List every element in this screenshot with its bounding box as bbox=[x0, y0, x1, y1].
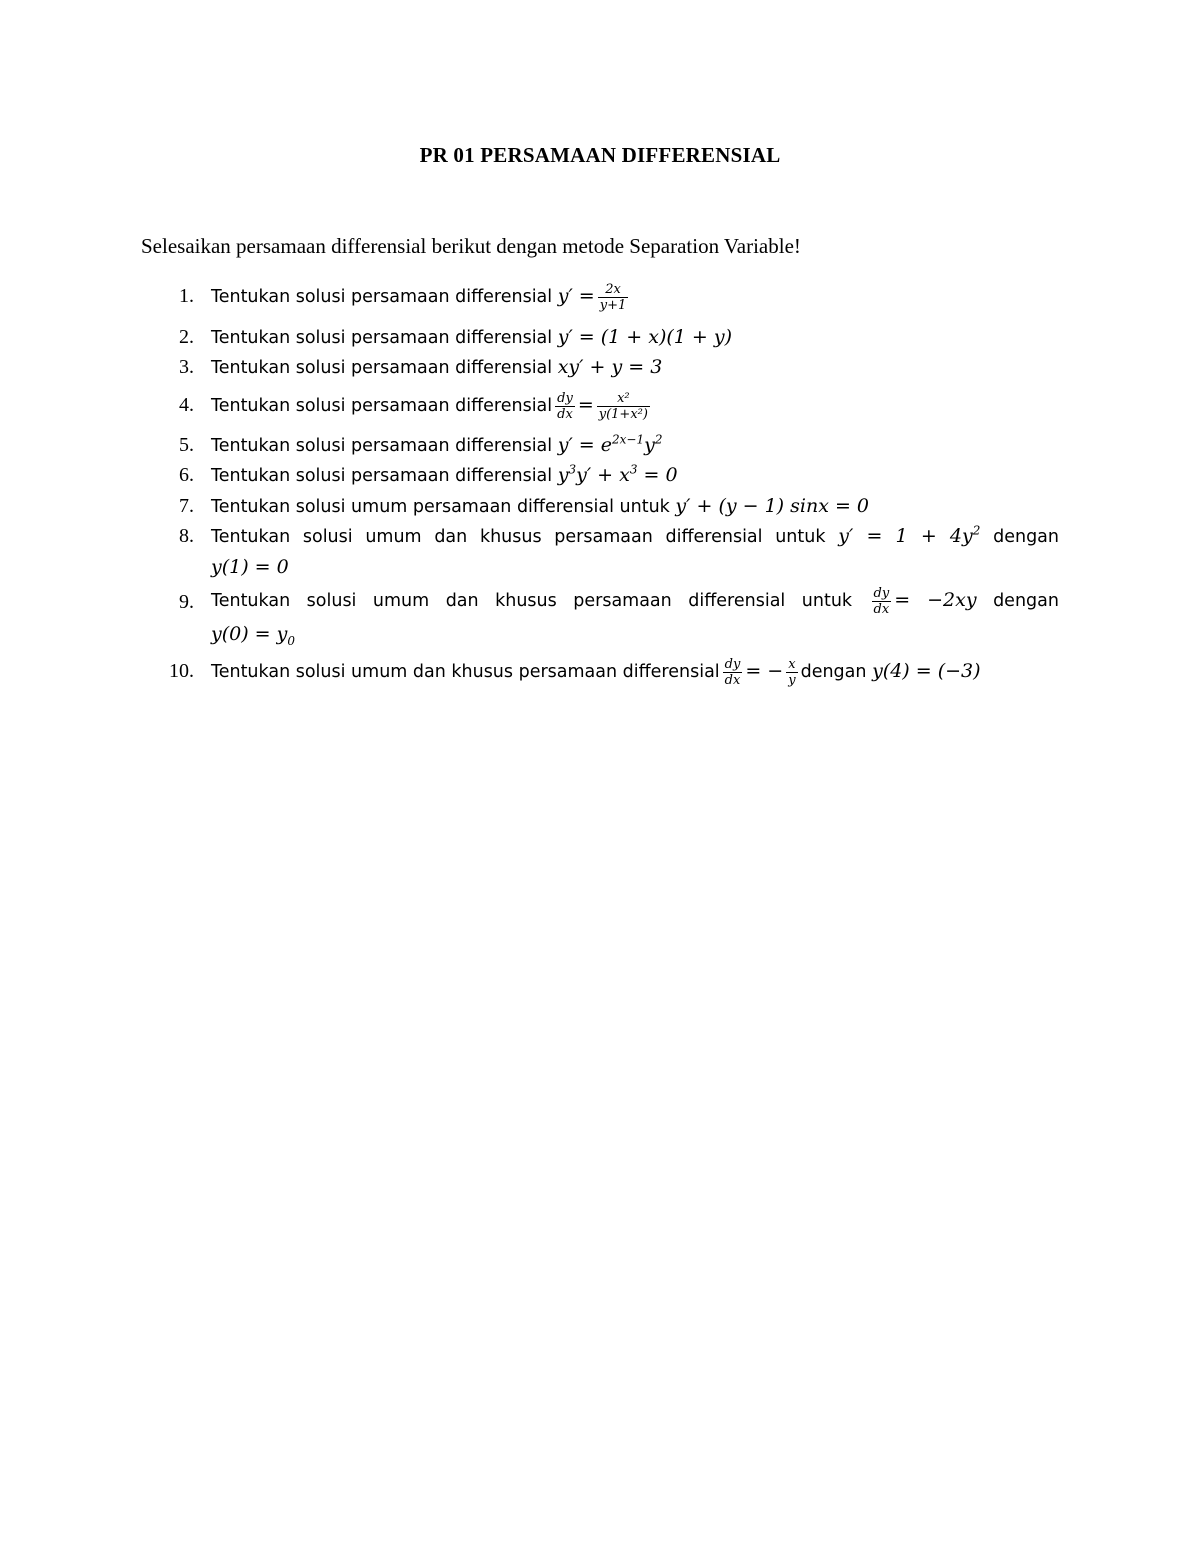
fraction-denominator: y(1+x²) bbox=[598, 406, 648, 422]
subscript: 0 bbox=[287, 633, 296, 648]
fraction-numerator: 2x bbox=[598, 282, 629, 298]
item-text: Tentukan solusi umum dan khusus persamaan differensial bbox=[211, 662, 720, 682]
item-number: 3. bbox=[179, 356, 194, 378]
fraction bbox=[598, 282, 629, 313]
equation: y′ = (1 + x)(1 + y) bbox=[557, 326, 733, 348]
fraction-numerator: dy bbox=[873, 585, 890, 601]
equation-part: y′ = e bbox=[557, 434, 613, 456]
exponent: 2 bbox=[972, 523, 981, 538]
fraction-denominator: y+1 bbox=[599, 297, 627, 313]
item-suffix: dengan bbox=[800, 662, 867, 682]
item-suffix: dengan bbox=[993, 527, 1059, 547]
derivative-fraction bbox=[555, 391, 575, 422]
item-body bbox=[211, 585, 1059, 650]
exponent: 2 bbox=[654, 432, 663, 447]
equation-part: = 0 bbox=[637, 464, 678, 486]
item-suffix: dengan bbox=[993, 591, 1059, 611]
fraction-denominator: dx bbox=[724, 672, 741, 688]
item-number: 8. bbox=[179, 525, 194, 547]
exponent: 2x−1 bbox=[612, 432, 645, 447]
item-text: Tentukan solusi persamaan differensial bbox=[211, 466, 553, 486]
equation-part: y bbox=[644, 434, 655, 456]
equation-part: y(0) = y bbox=[211, 622, 288, 645]
item-body bbox=[211, 430, 1059, 461]
equation-lhs: y′ = bbox=[557, 285, 595, 307]
item-number: 9. bbox=[179, 591, 194, 613]
item-body bbox=[211, 352, 1059, 383]
fraction-numerator: x² bbox=[597, 391, 650, 407]
item-number: 1. bbox=[179, 285, 194, 307]
item-text: Tentukan solusi persamaan differensial bbox=[211, 396, 553, 416]
fraction bbox=[786, 657, 797, 688]
equation-part: y′ = 1 + 4y bbox=[838, 525, 973, 547]
item-text: Tentukan solusi umum persamaan differensial untuk bbox=[211, 497, 670, 517]
page-title: PR 01 PERSAMAAN DIFFERENSIAL bbox=[419, 143, 781, 167]
equals-sign: = bbox=[577, 394, 594, 416]
equation: = −2xy bbox=[894, 589, 977, 611]
item-number: 6. bbox=[179, 464, 194, 486]
item-body bbox=[211, 521, 1059, 583]
exponent: 3 bbox=[629, 462, 638, 477]
item-body bbox=[211, 460, 1059, 491]
instructions-text: Selesaikan persamaan differensial berikut dengan metode Separation Variable! bbox=[141, 234, 801, 258]
fraction bbox=[597, 391, 650, 422]
item-line bbox=[211, 585, 1059, 617]
item-number: 4. bbox=[179, 394, 194, 416]
derivative-fraction bbox=[872, 586, 892, 617]
item-text: Tentukan solusi umum dan khusus persamaan differensial untuk bbox=[211, 591, 853, 611]
item-body bbox=[211, 491, 1059, 522]
equation bbox=[558, 464, 678, 486]
fraction-numerator: dy bbox=[724, 656, 741, 672]
exponent: 3 bbox=[568, 462, 577, 477]
item-text: Tentukan solusi persamaan differensial bbox=[211, 287, 553, 307]
equation bbox=[838, 525, 980, 547]
equation: y′ + (y − 1) sinx = 0 bbox=[675, 495, 869, 517]
equation: xy′ + y = 3 bbox=[557, 356, 663, 378]
item-body bbox=[211, 281, 1059, 313]
item-body bbox=[211, 656, 1059, 688]
item-text: Tentukan solusi persamaan differensial bbox=[211, 436, 553, 456]
fraction-numerator: x bbox=[786, 657, 797, 673]
equation-part: y bbox=[557, 464, 569, 486]
item-line bbox=[211, 521, 1059, 552]
equation-part: y′ + x bbox=[576, 464, 630, 486]
item-number: 2. bbox=[179, 326, 194, 348]
item-body bbox=[211, 390, 1059, 422]
initial-condition bbox=[211, 622, 296, 648]
derivative-fraction bbox=[723, 657, 743, 688]
fraction-numerator: dy bbox=[557, 390, 573, 406]
item-number: 10. bbox=[169, 660, 194, 682]
item-number: 5. bbox=[179, 434, 194, 456]
item-body bbox=[211, 322, 1059, 353]
fraction-denominator: dx bbox=[557, 406, 573, 422]
equals-minus-sign: = − bbox=[745, 660, 784, 682]
fraction-denominator: y bbox=[788, 672, 796, 688]
item-text: Tentukan solusi persamaan differensial bbox=[211, 358, 553, 378]
initial-condition: y(1) = 0 bbox=[211, 556, 289, 578]
initial-condition: y(4) = (−3) bbox=[872, 660, 981, 682]
item-text: Tentukan solusi umum dan khusus persamaan differensial untuk bbox=[211, 527, 826, 547]
item-text: Tentukan solusi persamaan differensial bbox=[211, 328, 553, 348]
item-line bbox=[211, 552, 1059, 583]
equation bbox=[558, 434, 663, 456]
item-number: 7. bbox=[179, 495, 194, 517]
fraction-denominator: dx bbox=[873, 601, 890, 617]
item-line bbox=[211, 619, 1059, 650]
